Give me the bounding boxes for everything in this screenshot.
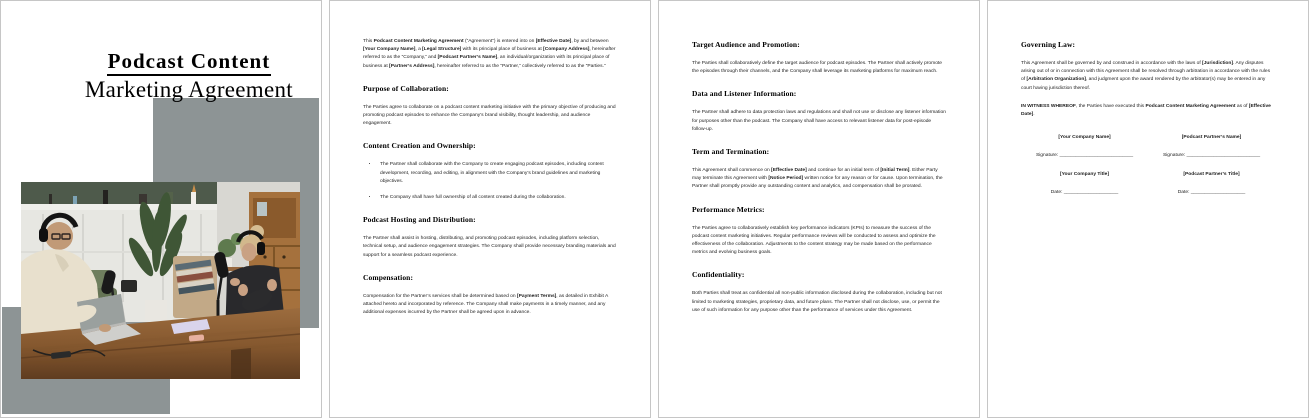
intro-paragraph: This Podcast Content Marketing Agreement (“Agreement”) is entered into on [Effective Date], by and between [Your Company Name], a [Legal Structure] with its principal place of business at [Company Address], hereinafter referred to as the “Company,” and [Podcast Partner’s Name], an individual/organization with its principal place of business at [Partner’s Address], hereinafter referred to as the “Partner,” collectively referred to as the “Parties.” <box>363 39 616 69</box>
paragraph-metrics: The Parties agree to collaboratively establish key performance indicators (KPIs) to measure the success of the podcast content marketing initiatives. Regular performance reviews will be conducted to assess and optimize the effectiveness of the collaboration. Adjustments to the content strategy may be made based on the performance metrics and evolving business goals. <box>692 225 936 256</box>
list-item: • The Company shall have full ownership of all content created during the collaboration. <box>378 194 617 202</box>
signature-section <box>1021 134 1275 207</box>
paragraph-governing-law: This Agreement shall be governed by and construed in accordance with the laws of [Jurisdiction]. Any disputes arising out of or in connection with this Agreement shall be resolved through arbitration in accordance with the rules of [Arbitration Organization], and judgment upon the award rendered by the arbitrator(s) may be entered in any court having jurisdiction thereof. <box>1021 61 1271 91</box>
company-title-placeholder: [Your Company Title] <box>1060 171 1109 177</box>
heading-purpose-of-collaboration: Purpose of Collaboration: <box>363 83 449 93</box>
partner-name-placeholder: [Podcast Partner’s Name] <box>1181 135 1242 141</box>
heading-podcast-hosting-distribution: Podcast Hosting and Distribution: <box>363 215 476 225</box>
page-3[interactable] <box>658 0 980 418</box>
heading-data-listener-information: Data and Listener Information: <box>692 89 797 99</box>
paragraph-witness: IN WITNESS WHEREOF, the Parties have executed this Podcast Content Marketing Agreement as of [Effective Date]. <box>1021 103 1271 118</box>
heading-target-audience-promotion: Target Audience and Promotion: <box>692 40 800 49</box>
signature-column-company <box>1021 134 1148 207</box>
heading-compensation: Compensation: <box>363 272 414 282</box>
company-date-line: Date: ____________________ <box>1050 189 1119 195</box>
cover-title-line2: Marketing Agreement <box>84 77 293 102</box>
heading-governing-law: Governing Law: <box>1021 40 1076 49</box>
paragraph-term: This Agreement shall commence on [Effective Date] and continue for an initial term of [Initial Term]. Either Party may terminate this Agreement with [Notice Period] written notice for any reason or for cause. Upon termination, the Partner shall promptly provide any outstanding content and analytics, and compensation shall be prorated. <box>692 168 943 190</box>
heading-term-termination: Term and Termination: <box>692 147 770 157</box>
heading-content-creation-ownership: Content Creation and Ownership: <box>363 141 476 151</box>
podcast-photo <box>21 182 300 379</box>
signature-column-partner <box>1148 134 1275 207</box>
paragraph-confidentiality: Both Parties shall treat as confidential all non-public information disclosed during the collaboration, including but not limited to marketing strategies, proprietary data, and future plans. The Partner shall not disclose, use, or permit the use of such information for any purpose other than the performance of services under this Agreement. <box>692 291 942 313</box>
heading-confidentiality: Confidentiality: <box>692 270 745 280</box>
cover-title-block <box>85 49 293 103</box>
cover-title-line1: Podcast Content <box>107 49 272 76</box>
partner-signature-line: Signature: ___________________________ <box>1162 153 1261 159</box>
paragraph-compensation: Compensation for the Partner’s services shall be determined based on [Payment Terms], as detailed in Exhibit A attached hereto and incorporated by reference. The Company shall make payments in a timely manner, and any additional expenses incurred by the Partner shall be agreed upon in advance. <box>363 293 608 316</box>
company-signature-line: Signature: ___________________________ <box>1035 153 1134 159</box>
paragraph-data: The Partner shall adhere to data protection laws and regulations and shall not use or disclose any listener information for purposes other than the podcast. The Company shall have access to relevant listener data for post-episode follow-up. <box>692 110 946 132</box>
partner-title-placeholder: [Podcast Partner’s Title] <box>1183 171 1240 177</box>
paragraph-audience: The Parties shall collaboratively define the target audience for podcast episodes. The Partner shall actively promote the episodes through their channels, and the Company shall leverage its marketing platforms for maximum reach. <box>692 61 943 75</box>
page-4[interactable] <box>987 0 1309 418</box>
partner-date-line: Date: ____________________ <box>1177 189 1246 195</box>
paragraph-hosting: The Partner shall assist in hosting, distributing, and promoting podcast episodes, including platform selection, technical setup, and audience engagement strategies. The Company shall provide necessary branding materials and support for a seamless podcast experience. <box>363 236 616 258</box>
heading-performance-metrics: Performance Metrics: <box>692 204 765 214</box>
list-item: • The Partner shall collaborate with the Company to create engaging podcast episodes, including content development, recording, and editing, in alignment with the Company’s brand guidelines and marketing objectives. <box>378 161 617 186</box>
company-name-placeholder: [Your Company Name] <box>1058 135 1111 141</box>
content-ownership-list <box>363 161 617 202</box>
page-2[interactable] <box>329 0 651 418</box>
paragraph-purpose: The Parties agree to collaborate on a podcast content marketing initiative with the primary objective of producing and promoting podcast episodes to enhance the Company’s brand visibility, thought leadership, and audience engagement. <box>363 104 616 127</box>
page-1-cover[interactable] <box>0 0 322 418</box>
